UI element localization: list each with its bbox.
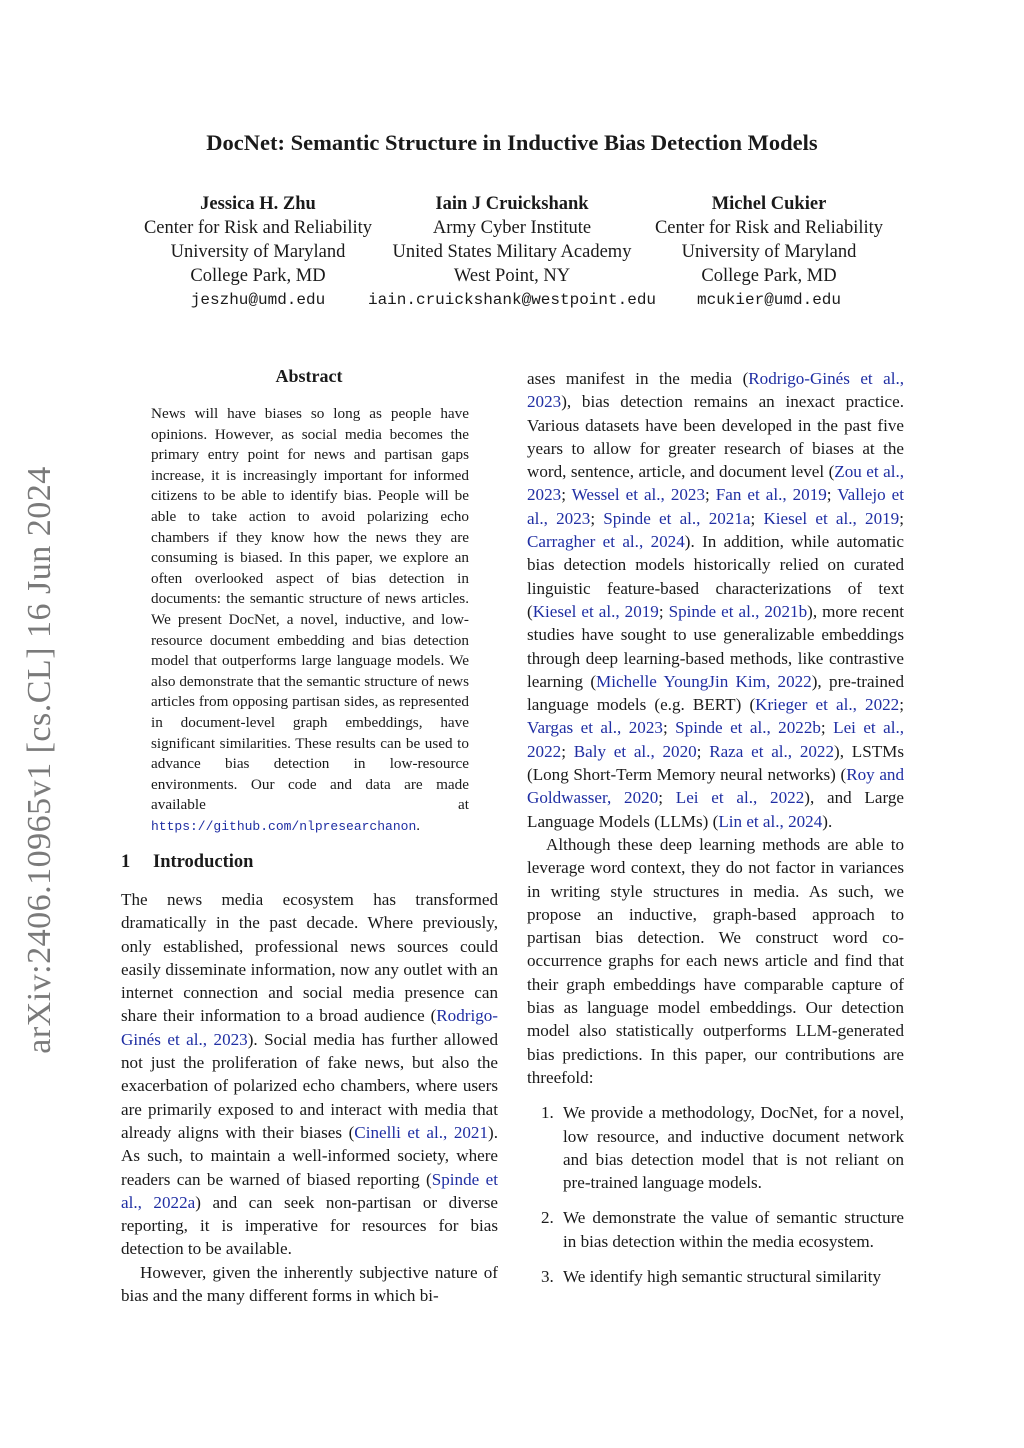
author-affiliation: Center for Risk and Reliability xyxy=(143,218,373,238)
paper-title: DocNet: Semantic Structure in Inductive Bias Detection Models xyxy=(206,130,818,155)
citation-link[interactable]: Krieger et al., 2022 xyxy=(755,695,900,715)
author-block-3 xyxy=(619,192,919,312)
section-title: Introduction xyxy=(153,852,254,872)
citation-link[interactable]: Carragher et al., 2024 xyxy=(527,532,685,552)
citation-link[interactable]: Rodrigo-Ginés et al., 2023 xyxy=(121,1006,498,1049)
author-affiliation: Center for Risk and Reliability xyxy=(654,218,884,238)
list-number: 3. xyxy=(541,1266,554,1286)
abstract-end: . xyxy=(416,816,421,834)
author-email: iain.cruickshank@westpoint.edu xyxy=(367,291,657,309)
paragraph xyxy=(121,888,498,1261)
text-run: ; xyxy=(561,485,572,505)
citation-link[interactable]: Cinelli et al., 2021 xyxy=(354,1122,489,1142)
text-run: ; xyxy=(820,718,834,738)
text-run: ). Social media has further allowed not just the proliferation of fake news, but also the exacerbation of polarized echo chambers, where users are primarily exposed to and interact with media that already aligns with their biases ( xyxy=(121,1029,498,1142)
list-item xyxy=(527,1101,904,1194)
arxiv-identifier: arXiv:2406.10965v1 [cs.CL] 16 Jun 2024 xyxy=(21,466,58,1054)
text-run: ). xyxy=(822,811,833,831)
citation-link[interactable]: Kiesel et al., 2019 xyxy=(763,508,900,528)
author-affiliation: Army Cyber Institute xyxy=(432,218,592,238)
contributions-list xyxy=(527,1101,904,1288)
text-run: ), and Large Language Models (LLMs) ( xyxy=(527,788,904,831)
citation-link[interactable]: Wessel et al., 2023 xyxy=(571,485,706,505)
author-affiliation: United States Military Academy xyxy=(392,242,632,262)
text-run: ; xyxy=(662,718,676,738)
list-number: 2. xyxy=(541,1208,554,1228)
citation-link[interactable]: Lei et al., 2022 xyxy=(675,788,805,808)
citation-link[interactable]: Raza et al., 2022 xyxy=(709,741,835,761)
author-location: West Point, NY xyxy=(453,266,571,286)
text-run: ; xyxy=(705,485,716,505)
author-affiliation: University of Maryland xyxy=(170,242,346,262)
text-run: ; xyxy=(826,485,838,505)
citation-link[interactable]: Vargas et al., 2023 xyxy=(527,718,663,738)
text-run: ; xyxy=(561,741,574,761)
text-run: ), more recent studies have sought to use generalizable embeddings through deep learning-based methods, like contrastive learning ( xyxy=(527,601,904,691)
text-run: ; xyxy=(658,788,676,808)
text-run: The news media ecosystem has transformed dramatically in the past decade. Where previously, only established, professional news sources could easily disseminate information, now any outlet with an internet connection and social media presence can share their information to a broad audience ( xyxy=(121,890,498,1026)
author-name: Michel Cukier xyxy=(711,194,827,214)
author-email: mcukier@umd.edu xyxy=(696,291,842,309)
author-block-2 xyxy=(362,192,662,312)
abstract-body: News will have biases so long as people have opinions. However, as social media becomes the primary entry point for news and partisan gaps increase, it is increasingly important for informed citizens to be able to identify bias. People will be able to take action to avoid polarizing echo chambers if they know how the news they are consuming is biased. In this paper, we explore an often overlooked aspect of bias detection in documents: the semantic structure of news articles. We present DocNet, a novel, inductive, and low-resource document embedding and bias detection model that outperforms large language models. We also demonstrate that the semantic structure of news articles from opposing partisan sides, as represented in document-level graph embeddings, have significant similarities. These results can be used to advance bias detection in low-resource environments. Our code and data are made available at xyxy=(151,405,469,814)
code-link[interactable]: https://github.com/nlpresearchanon xyxy=(151,818,417,834)
author-location: College Park, MD xyxy=(190,266,326,286)
citation-link[interactable]: Spinde et al., 2022b xyxy=(675,718,821,738)
abstract-text xyxy=(151,404,469,837)
citation-link[interactable]: Kiesel et al., 2019 xyxy=(532,601,659,621)
author-name: Jessica H. Zhu xyxy=(200,194,316,214)
left-column xyxy=(121,888,498,1307)
text-run: ) and can seek non-partisan or diverse reporting, it is imperative for resources for bias detection to be available. xyxy=(121,1192,499,1259)
citation-link[interactable]: Lei et al., 2022 xyxy=(527,718,905,761)
list-text: We provide a methodology, DocNet, for a novel, low resource, and inductive document network and bias detection model that is not reliant on pre-trained language models. xyxy=(563,1103,904,1193)
citation-link[interactable]: Spinde et al., 2022a xyxy=(121,1169,498,1212)
list-item xyxy=(527,1265,904,1288)
text-run: ; xyxy=(696,741,710,761)
text-run: ; xyxy=(899,695,904,715)
citation-link[interactable]: Spinde et al., 2021a xyxy=(603,508,751,528)
author-name: Iain J Cruickshank xyxy=(435,194,589,214)
citation-link[interactable]: Baly et al., 2020 xyxy=(573,741,697,761)
citation-link[interactable]: Vallejo et al., 2023 xyxy=(527,485,904,528)
author-email: jeszhu@umd.edu xyxy=(190,291,326,309)
text-run: ), bias detection remains an inexact practice. Various datasets have been developed in the past five years to allow for greater research of biases at the word, sentence, article, and document level ( xyxy=(527,392,904,482)
arxiv-sidebar xyxy=(10,460,70,1060)
citation-link[interactable]: Michelle YoungJin Kim, 2022 xyxy=(596,671,812,691)
paragraph: However, given the inherently subjective nature of bias and the many different forms in which bi- xyxy=(121,1262,498,1306)
text-run: ). As such, to maintain a well-informed society, where readers can be warned of biased reporting ( xyxy=(121,1122,498,1189)
section-heading xyxy=(121,852,253,873)
section-number: 1 xyxy=(121,852,131,872)
text-run: ). In addition, while automatic bias detection models historically relied on curated linguistic feature-based characterizations of text ( xyxy=(527,532,904,621)
text-run: ), LSTMs (Long Short-Term Memory neural networks) ( xyxy=(527,741,904,785)
citation-link[interactable]: Zou et al., 2023 xyxy=(527,462,904,505)
text-run: ases manifest in the media ( xyxy=(527,369,749,388)
list-number: 1. xyxy=(541,1103,554,1123)
citation-link[interactable]: Lin et al., 2024 xyxy=(718,811,823,831)
paragraph: Although these deep learning methods are able to leverage word context, they do not factor in variances in writing style structures in media. As such, we propose an inductive, graph-based approach to partisan bias detection. We construct word co-occurrence graphs for each news article and find that their graph embeddings have comparable capture of bias as language model embeddings. Our detection model also statistically outperforms LLM-generated bias predictions. In this paper, our contributions are threefold: xyxy=(527,834,904,1087)
citation-link[interactable]: Fan et al., 2019 xyxy=(715,485,827,505)
text-run: ; xyxy=(590,508,604,528)
citation-link[interactable]: Rodrigo-Ginés et al., 2023 xyxy=(527,369,905,412)
citation-link[interactable]: Spinde et al., 2021b xyxy=(668,601,808,621)
list-item xyxy=(527,1206,904,1253)
text-run: ; xyxy=(750,508,764,528)
list-text: We identify high semantic structural similarity xyxy=(563,1266,882,1286)
citation-link[interactable]: Roy and Goldwasser, 2020 xyxy=(527,765,905,808)
paragraph xyxy=(527,367,904,833)
text-run: ; xyxy=(658,601,669,621)
text-run: ), pre-trained language models (e.g. BERT) ( xyxy=(527,671,904,715)
abstract-heading: Abstract xyxy=(275,366,343,386)
list-text: We demonstrate the value of semantic structure in bias detection within the media ecosystem. xyxy=(563,1208,904,1251)
author-location: College Park, MD xyxy=(701,266,837,286)
author-affiliation: University of Maryland xyxy=(681,242,857,262)
right-column xyxy=(527,367,904,1300)
text-run: ; xyxy=(899,508,904,528)
